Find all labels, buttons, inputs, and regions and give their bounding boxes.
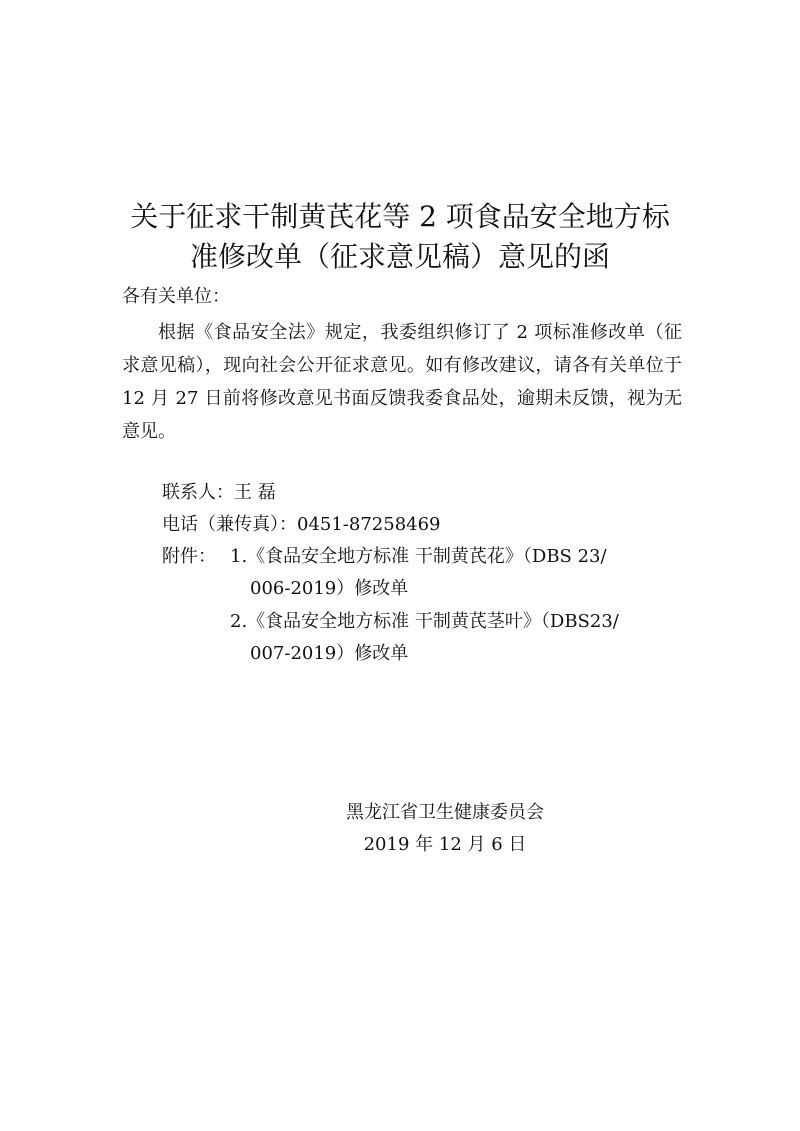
attachment-2-line-1: 2.《食品安全地方标准 干制黄芪茎叶》（DBS23/ xyxy=(230,611,619,632)
issuer-name: 黑龙江省卫生健康委员会 xyxy=(346,802,544,823)
attachment-1-line-2: 006-2019）修改单 xyxy=(250,578,409,599)
document-title xyxy=(110,197,690,277)
title-line-1: 关于征求干制黄芪花等 2 项食品安全地方标 xyxy=(130,199,670,233)
attachment-1-line-1: 1.《食品安全地方标准 干制黄芪花》（DBS 23/ xyxy=(230,546,607,567)
title-line-2: 准修改单（征求意见稿）意见的函 xyxy=(189,239,610,273)
salutation: 各有关单位： xyxy=(122,286,230,307)
attachment-2-line-2: 007-2019）修改单 xyxy=(250,643,409,664)
attachments-label: 附件： xyxy=(162,546,216,567)
body-paragraph: 根据《食品安全法》规定，我委组织修订了 2 项标准修改单（征求意见稿），现向社会公开征求意见。如有修改建议，请各有关单位于 12 月 27 日前将修改意见书面反馈我委食品处，逾期未反馈，视为无意见。 xyxy=(122,322,682,442)
contact-person: 联系人：王 磊 xyxy=(162,482,276,503)
issue-date: 2019 年 12 月 6 日 xyxy=(363,834,527,855)
contact-phone: 电话（兼传真）：0451-87258469 xyxy=(162,514,441,535)
